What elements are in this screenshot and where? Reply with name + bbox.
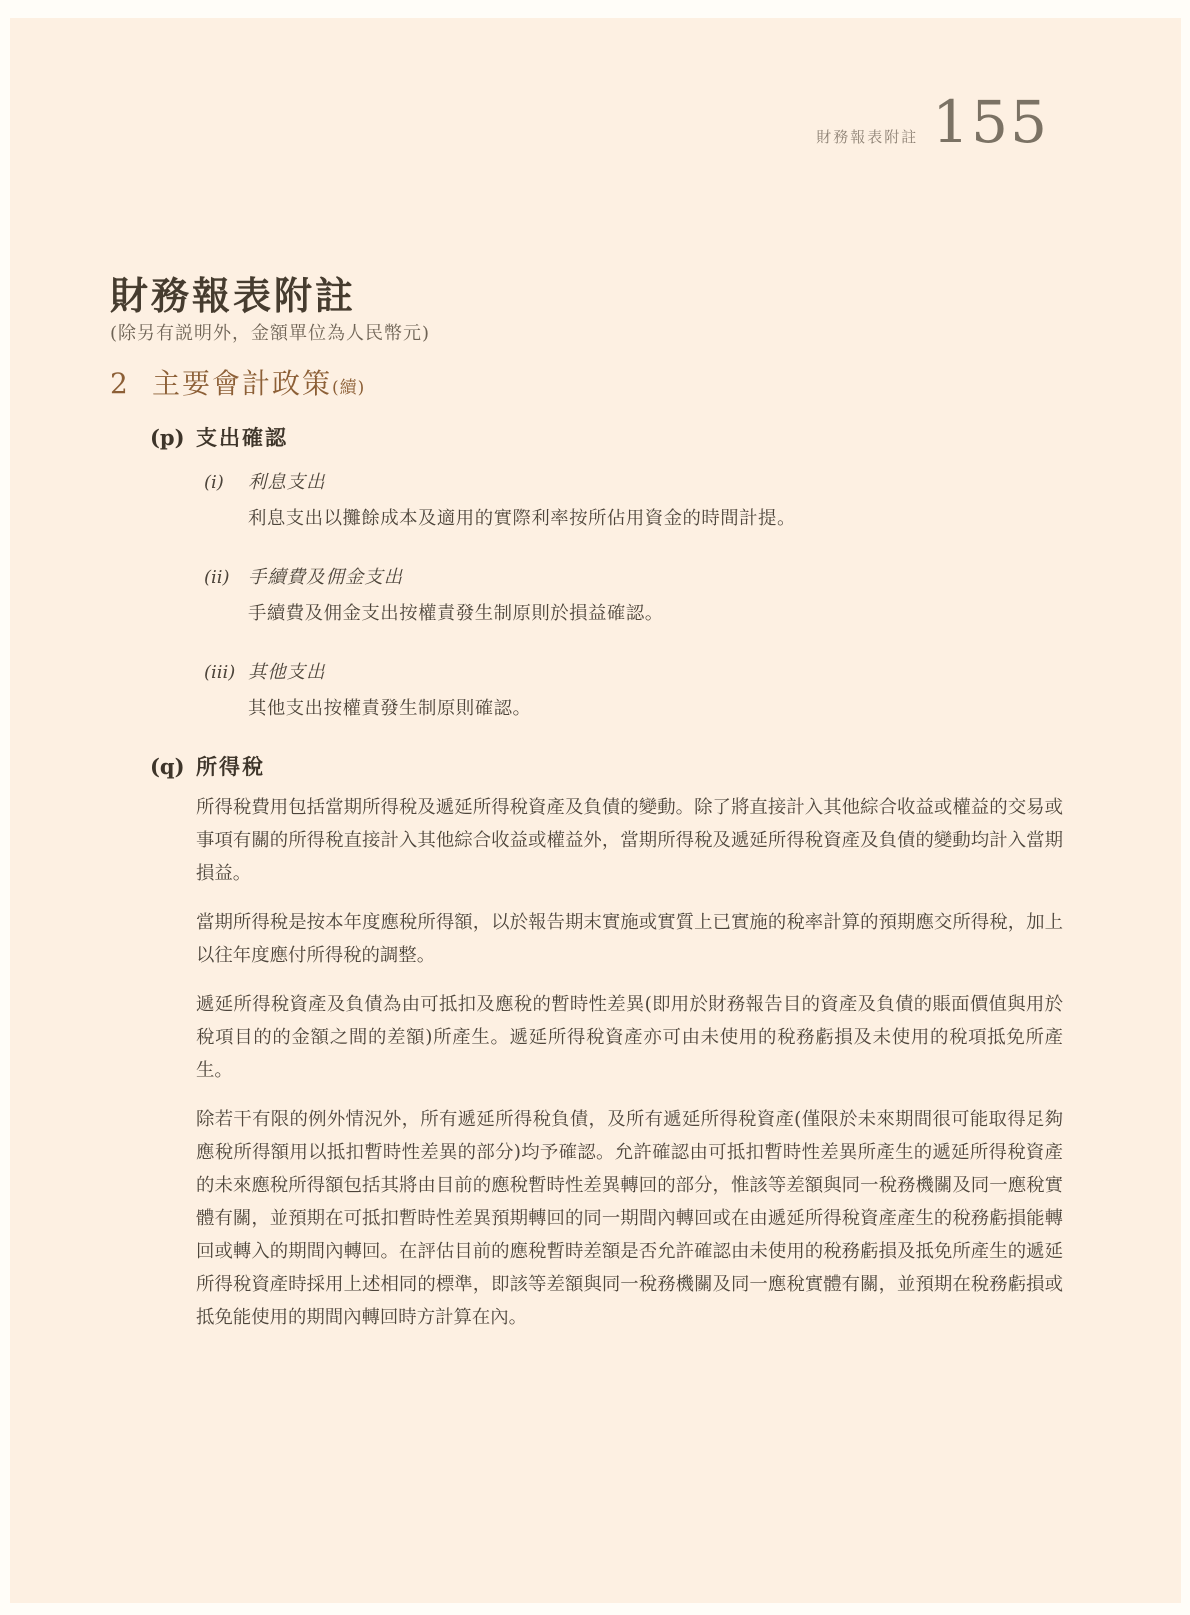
page-content <box>10 88 1181 1334</box>
item-i-content <box>248 466 1063 535</box>
document-page <box>10 18 1181 1603</box>
subsection-q-title: 所得稅 <box>196 754 265 780</box>
section-title-text: 主要會計政策 <box>152 367 333 401</box>
item-iii-text: 其他支出按權責發生制原則確認。 <box>248 698 532 720</box>
item-i-title: 利息支出 <box>248 472 326 494</box>
item-iii-numeral: (iii) <box>204 662 236 684</box>
income-tax-paragraph-3: 遞延所得稅資產及負債為由可抵扣及應稅的暫時性差異(即用於財務報告目的資產及負債的賬面價值與用於稅項目的的金額之間的差額)所產生。遞延所得稅資產亦可由未使用的稅務虧損及未使用的稅項抵免所產生。 <box>196 994 1063 1082</box>
item-i-numeral: (i) <box>204 472 224 494</box>
running-header <box>110 88 1063 156</box>
subsection-q-letter: (q) <box>150 754 185 780</box>
income-tax-paragraph-2: 當期所得稅是按本年度應稅所得額，以於報告期末實施或實質上已實施的稅率計算的預期應交所得稅，加上以往年度應付所得稅的調整。 <box>196 912 1063 967</box>
subsection-q <box>150 751 1063 1334</box>
item-i-text: 利息支出以攤餘成本及適用的實際利率按所佔用資金的時間計提。 <box>248 508 796 530</box>
section-continued: (續) <box>332 378 366 399</box>
item-other-expense <box>204 656 1063 725</box>
item-fee-commission-expense <box>204 561 1063 630</box>
section-title <box>152 366 365 406</box>
income-tax-paragraph-4: 除若干有限的例外情況外，所有遞延所得稅負債，及所有遞延所得稅資產(僅限於未來期間很可能取得足夠應稅所得額用以抵扣暫時性差異的部分)均予確認。允許確認由可抵扣暫時性差異所產生的遞延所得稅資產的未來應稅所得額包括其將由目前的應稅暫時性差異轉回的部分，惟該等差額與同一稅務機關及同一應稅實體有關，並預期在可抵扣暫時性差異預期轉回的同一期間內轉回或在由遞延所得稅資產產生的稅務虧損能轉回或轉入的期間內轉回。在評估目前的應稅暫時差額是否允許確認由未使用的稅務虧損及抵免所產生的遞延所得稅資產時採用上述相同的標準，即該等差額與同一稅務機關及同一應稅實體有關，並預期在稅務虧損或抵免能使用的期間內轉回時方計算在內。 <box>196 1109 1063 1329</box>
subsection-p-body <box>196 466 1063 725</box>
item-ii-title: 手續費及佣金支出 <box>248 567 404 589</box>
subsection-p <box>150 422 1063 725</box>
subsection-q-body <box>196 791 1063 1334</box>
running-header-label: 財務報表附註 <box>816 128 919 146</box>
subsection-p-title: 支出確認 <box>196 425 288 451</box>
item-iii-content <box>248 656 1063 725</box>
subsection-p-letter: (p) <box>150 425 185 451</box>
section-number: 2 <box>110 367 128 401</box>
page-subtitle: (除另有説明外，金額單位為人民幣元) <box>110 323 431 345</box>
item-iii-title: 其他支出 <box>248 662 326 684</box>
subsection-p-heading <box>150 422 1063 454</box>
page-title: 財務報表附註 <box>110 273 357 319</box>
page-number: 155 <box>932 88 1049 156</box>
item-interest-expense <box>204 466 1063 535</box>
item-ii-content <box>248 561 1063 630</box>
section-body <box>150 422 1063 1334</box>
section-heading <box>110 366 1063 406</box>
subsection-q-heading <box>150 751 1063 783</box>
item-ii-numeral: (ii) <box>204 567 230 589</box>
item-ii-text: 手續費及佣金支出按權責發生制原則於損益確認。 <box>248 603 664 625</box>
income-tax-paragraph-1: 所得稅費用包括當期所得稅及遞延所得稅資產及負債的變動。除了將直接計入其他綜合收益或權益的交易或事項有關的所得稅直接計入其他綜合收益或權益外，當期所得稅及遞延所得稅資產及負債的變動均計入當期損益。 <box>196 797 1063 885</box>
